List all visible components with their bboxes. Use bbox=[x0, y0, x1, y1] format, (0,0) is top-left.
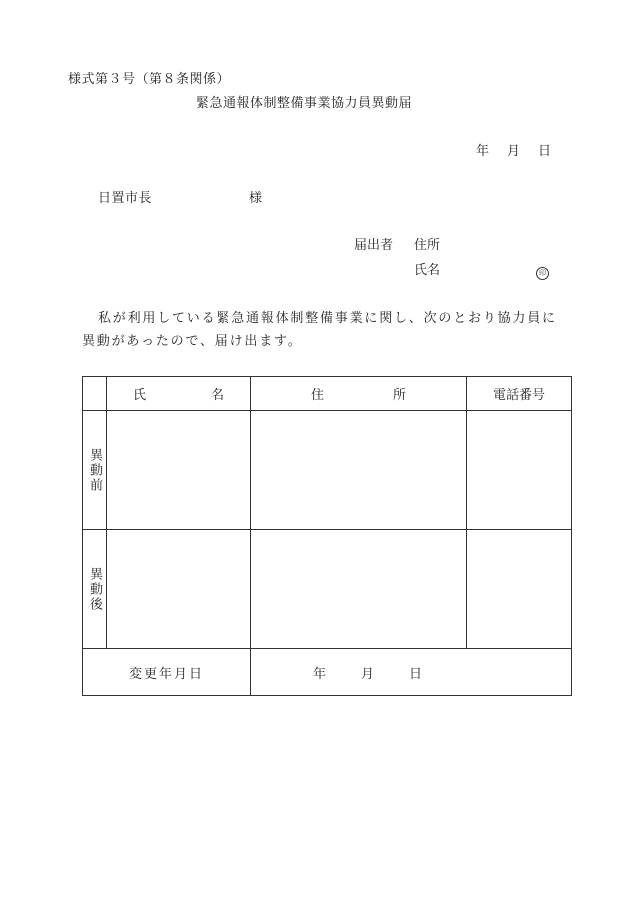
change-date-day: 日 bbox=[409, 666, 423, 682]
phone-field-before[interactable] bbox=[467, 411, 572, 530]
change-date-label: 変更年月日 bbox=[128, 666, 204, 682]
header-address-cell bbox=[251, 377, 467, 411]
date-month: 月 bbox=[507, 144, 521, 159]
table-footer-row bbox=[83, 649, 572, 696]
header-blank-cell bbox=[83, 377, 107, 411]
address-field-after[interactable] bbox=[251, 530, 467, 649]
table-header-row bbox=[83, 377, 572, 411]
row-label-cell-before bbox=[83, 411, 107, 530]
table-row-before bbox=[83, 411, 572, 530]
table-row-after bbox=[83, 530, 572, 649]
header-phone-cell bbox=[467, 377, 572, 411]
form-number: 様式第３号（第８条関係） bbox=[68, 72, 231, 87]
seal-wrapper bbox=[536, 264, 549, 280]
change-form-table bbox=[82, 376, 572, 696]
applicant-label: 届出者 bbox=[354, 238, 394, 253]
name-label: 氏名 bbox=[414, 263, 441, 278]
seal-icon: 印 bbox=[536, 267, 549, 280]
addressee-honorific: 様 bbox=[249, 191, 263, 206]
date-day: 日 bbox=[538, 144, 552, 159]
row-label-before: 異動前 bbox=[87, 447, 102, 493]
change-date-label-cell bbox=[83, 649, 251, 696]
row-label-cell-after bbox=[83, 530, 107, 649]
body-text-line2: 異動があったので、届け出ます。 bbox=[82, 334, 303, 349]
phone-field-after[interactable] bbox=[467, 530, 572, 649]
change-date-year: 年 bbox=[313, 666, 327, 682]
header-address-part2: 所 bbox=[392, 388, 406, 403]
header-address-part1: 住 bbox=[311, 388, 325, 403]
header-name-part2: 名 bbox=[210, 388, 224, 403]
change-date-month: 月 bbox=[361, 666, 375, 682]
name-field-before[interactable] bbox=[107, 411, 251, 530]
body-text-line1: 私が利用している緊急通報体制整備事業に関し、次のとおり協力員に bbox=[98, 311, 557, 326]
change-date-field[interactable] bbox=[251, 649, 572, 696]
header-phone: 電話番号 bbox=[492, 388, 545, 403]
date-year: 年 bbox=[476, 144, 490, 159]
header-name-part1: 氏 bbox=[133, 388, 147, 403]
address-field-before[interactable] bbox=[251, 411, 467, 530]
address-label: 住所 bbox=[414, 238, 441, 253]
page-title: 緊急通報体制整備事業協力員異動届 bbox=[196, 96, 413, 111]
header-name-cell bbox=[107, 377, 251, 411]
name-field-after[interactable] bbox=[107, 530, 251, 649]
row-label-after: 異動後 bbox=[87, 566, 102, 612]
addressee-name: 日置市長 bbox=[98, 191, 153, 206]
